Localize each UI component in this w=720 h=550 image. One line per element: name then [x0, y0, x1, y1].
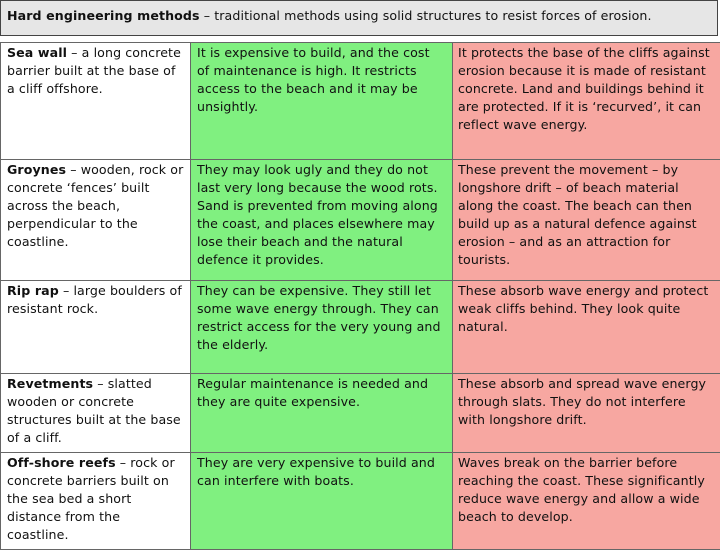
method-description: – a long concrete barrier built at the base of a cliff offshore. — [7, 45, 181, 96]
table-row — [1, 160, 720, 281]
methods-table — [0, 42, 720, 550]
advantage-cell: These absorb and spread wave energy through slats. They do not interfere with longshore drift. — [453, 374, 720, 453]
table-row — [1, 374, 720, 453]
disadvantage-cell: Regular maintenance is needed and they are quite expensive. — [191, 374, 453, 453]
method-name: Revetments — [7, 376, 93, 391]
disadvantage-cell: They may look ugly and they do not last very long because the wood rots. Sand is prevented from moving along the coast, and places elsewhere may lose their beach and the natural defence it provides. — [191, 160, 453, 281]
advantage-cell: These absorb wave energy and protect weak cliffs behind. They look quite natural. — [453, 281, 720, 374]
table-row — [1, 43, 720, 160]
method-description: – wooden, rock or concrete ‘fences’ built across the beach, perpendicular to the coastline. — [7, 162, 183, 249]
advantage-cell: It protects the base of the cliffs against erosion because it is made of resistant concrete. Land and buildings behind it are protected. If it is ‘recurved’, it can reflect wave energy. — [453, 43, 720, 160]
method-name: Sea wall — [7, 45, 67, 60]
advantage-cell: These prevent the movement – by longshore drift – of beach material along the coast. The beach can then build up as a natural defence against erosion – and as an attraction for tourists. — [453, 160, 720, 281]
advantage-cell: Waves break on the barrier before reaching the coast. These significantly reduce wave energy and allow a wide beach to develop. — [453, 453, 720, 550]
table-row — [1, 281, 720, 374]
method-description: – rock or concrete barriers built on the sea bed a short distance from the coastline. — [7, 455, 175, 542]
method-name: Rip rap — [7, 283, 59, 298]
method-description: – large boulders of resistant rock. — [7, 283, 182, 316]
disadvantage-cell: They can be expensive. They still let some wave energy through. They can restrict access for the very young and the elderly. — [191, 281, 453, 374]
method-name: Groynes — [7, 162, 66, 177]
method-name: Off-shore reefs — [7, 455, 116, 470]
header-title: Hard engineering methods — [7, 8, 200, 23]
header-subtitle: – traditional methods using solid structures to resist forces of erosion. — [200, 8, 652, 23]
disadvantage-cell: They are very expensive to build and can interfere with boats. — [191, 453, 453, 550]
method-cell — [1, 281, 191, 374]
method-cell — [1, 453, 191, 550]
method-cell — [1, 160, 191, 281]
table-row — [1, 453, 720, 550]
method-cell — [1, 43, 191, 160]
method-description: – slatted wooden or concrete structures built at the base of a cliff. — [7, 376, 181, 445]
disadvantage-cell: It is expensive to build, and the cost of maintenance is high. It restricts access to the beach and it may be unsightly. — [191, 43, 453, 160]
table-header — [0, 0, 718, 36]
method-cell — [1, 374, 191, 453]
